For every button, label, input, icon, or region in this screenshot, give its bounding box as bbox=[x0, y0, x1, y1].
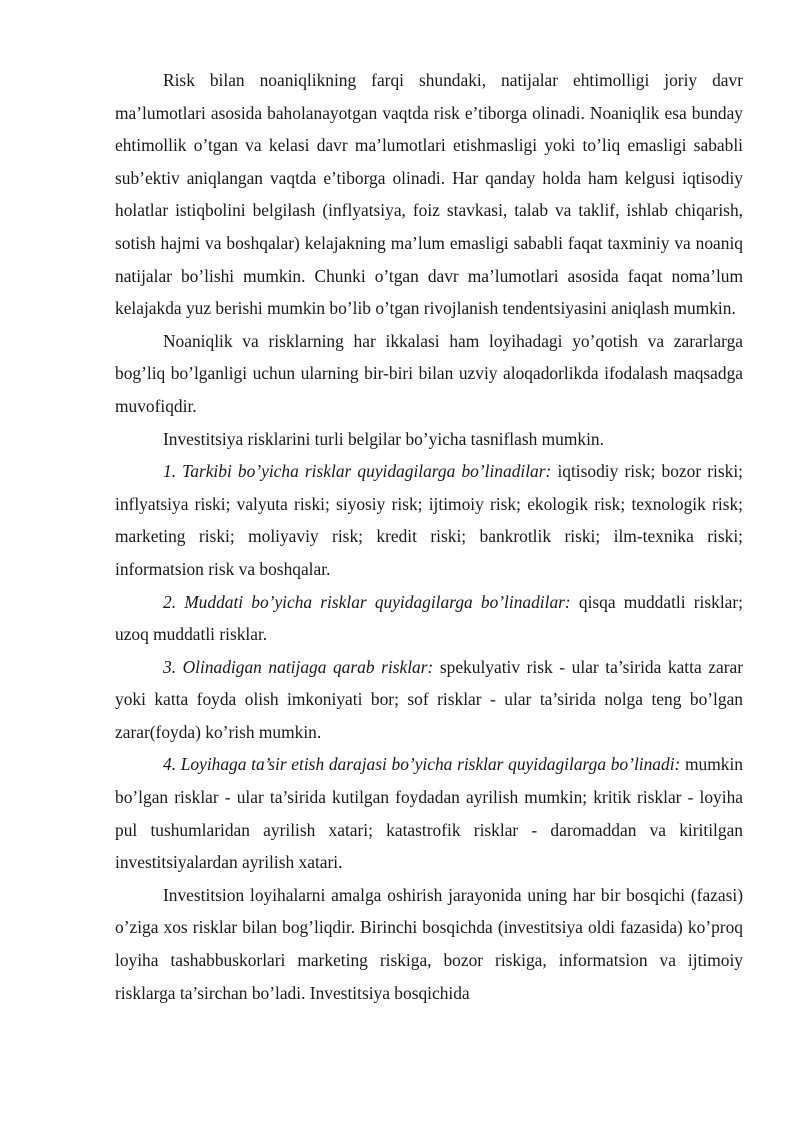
list-item-lead: 1. Tarkibi bo’yicha risklar quyidagilarga bo’linadilar: bbox=[163, 461, 552, 482]
list-item-by-duration bbox=[115, 586, 743, 651]
list-item-by-impact bbox=[115, 748, 743, 878]
document-page bbox=[115, 64, 743, 1009]
list-item-by-result bbox=[115, 651, 743, 749]
paragraph-classification-intro bbox=[115, 423, 743, 456]
list-item-lead: 2. Muddati bo’yicha risklar quyidagilarga bo’linadilar: bbox=[163, 591, 571, 612]
paragraph-text: Investitsiya risklarini turli belgilar bo’yicha tasniflash mumkin. bbox=[163, 428, 604, 449]
list-item-text: mumkin bo’lgan risklar - ular ta’sirida kutilgan foydadan ayrilish mumkin; kritik risklar - loyiha pul tushumlaridan ayrilish xatari; katastrofik risklar - daromaddan va kiritilgan investitsiyalardan ayrilish xatari. bbox=[115, 754, 744, 873]
paragraph-text: Investitsion loyihalarni amalga oshirish jarayonida uning har bir bosqichi (fazasi) o’ziga xos risklar bilan bog’liqdir. Birinchi bosqichda (investitsiya oldi fazasida) ko’proq loyiha tashabbuskorlari marketing riskiga, bozor riskiga, informatsion va ijtimoiy risklarga ta’sirchan bo’ladi. Investitsiya bosqichida bbox=[115, 884, 743, 1003]
paragraph-risk-vs-uncertainty bbox=[115, 64, 743, 325]
paragraph-project-stages bbox=[115, 879, 743, 1009]
paragraph-uncertainty-and-risks bbox=[115, 325, 743, 423]
list-item-by-composition bbox=[115, 455, 743, 585]
list-item-text: qisqa muddatli risklar; uzoq muddatli risklar. bbox=[115, 591, 743, 645]
list-item-lead: 4. Loyihaga ta’sir etish darajasi bo’yicha risklar quyidagilarga bo’linadi: bbox=[163, 754, 681, 775]
list-item-lead: 3. Olinadigan natijaga qarab risklar: bbox=[163, 656, 434, 677]
paragraph-text: Noaniqlik va risklarning har ikkalasi ham loyihadagi yo’qotish va zararlarga bog’liq bo’lganligi uchun ularning bir-biri bilan uzviy aloqadorlikda ifodalash maqsadga muvofiqdir. bbox=[115, 330, 743, 416]
list-item-text: spekulyativ risk - ular ta’sirida katta zarar yoki katta foyda olish imkoniyati bor; sof risklar - ular ta’sirida nolga teng bo’lgan zarar(foyda) ko’rish mumkin. bbox=[115, 656, 744, 742]
paragraph-text: Risk bilan noaniqlikning farqi shundaki, natijalar ehtimolligi joriy davr ma’lumotlari asosida baholanayotgan vaqtda risk e’tiborga olinadi. Noaniqlik esa bunday ehtimollik o’tgan va kelasi davr ma’lumotlari etishmasligi yoki to’liq emasligi sababli sub’ektiv aniqlangan vaqtda e’tiborga olinadi. Har qanday holda ham kelgusi iqtisodiy holatlar istiqbolini belgilash (inflyatsiya, foiz stavkasi, talab va taklif, ishlab chiqarish, sotish hajmi va boshqalar) kelajakning ma’lum emasligi sababli faqat taxminiy va noaniq natijalar bo’lishi mumkin. Chunki o’tgan davr ma’lumotlari asosida faqat noma’lum kelajakda yuz berishi mumkin bo’lib o’tgan rivojlanish tendentsiyasini aniqlash mumkin. bbox=[115, 70, 743, 319]
list-item-text: iqtisodiy risk; bozor riski; inflyatsiya riski; valyuta riski; siyosiy risk; ijtimoiy risk; ekologik risk; texnologik risk; marketing riski; moliyaviy risk; kredit riski; bankrotlik riski; ilm-texnika riski; informatsion risk va boshqalar. bbox=[115, 461, 743, 579]
